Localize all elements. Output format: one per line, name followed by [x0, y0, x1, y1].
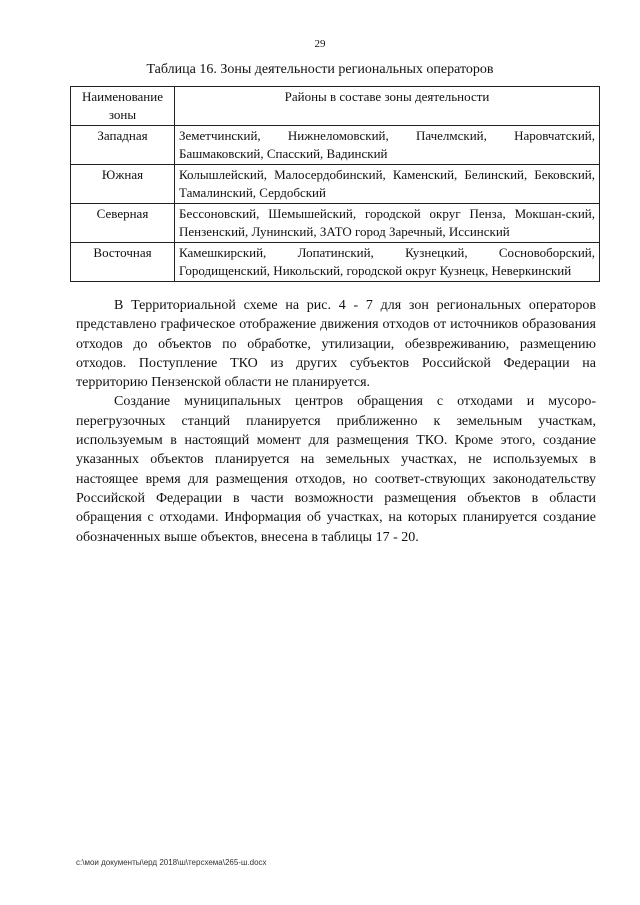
zone-name-cell: Северная — [71, 204, 175, 243]
table-row — [71, 126, 600, 165]
page-number: 29 — [314, 38, 326, 50]
table-row — [71, 204, 600, 243]
paragraph: Создание муниципальных центров обращения с отходами и мусоро-перегрузочных станций планируется приближенно к земельным участкам, используемым в настоящий момент для размещения ТКО. Кроме этого, создание указанных объектов планируется на земельных участках, не используемых в настоящее время для размещения отходов, но соответ-ствующих законодательству Российской Федерации в части возможности размещения объектов в области обращения с отходами. Информация об участках, на которых планируется создание обозначенных выше объектов, внесена в таблицы 17 - 20. — [76, 394, 596, 545]
table-header-row — [71, 87, 600, 126]
header-zone-name: Наименование зоны — [71, 87, 175, 126]
paragraph: В Территориальной схеме на рис. 4 - 7 для зон региональных операторов представлено графическое отображение движения отходов от источников образования отходов до объектов по обработке, утилизации, обезвреживанию, размещению отходов. Поступление ТКО из других субъектов Российской Федерации на территорию Пензенской области не планируется. — [76, 298, 596, 391]
table-row — [71, 243, 600, 282]
zones-table — [70, 86, 600, 282]
zone-name-cell: Восточная — [71, 243, 175, 282]
header-districts: Районы в составе зоны деятельности — [175, 87, 600, 126]
districts-cell: Земетчинский, Нижнеломовский, Пачелмский, Наровчатский, Башмаковский, Спасский, Вадинский — [175, 126, 600, 165]
table-caption: Таблица 16. Зоны деятельности региональных операторов — [146, 62, 494, 77]
footer-file-path: c:\мои документы\ерд 2018\ш\терсхема\265-ш.docx — [76, 858, 267, 867]
table-row — [71, 165, 600, 204]
districts-cell: Бессоновский, Шемышейский, городской округ Пенза, Мокшан-ский, Пензенский, Лунинский, ЗАТО город Заречный, Иссинский — [175, 204, 600, 243]
zone-name-cell: Западная — [71, 126, 175, 165]
districts-cell: Камешкирский, Лопатинский, Кузнецкий, Сосновоборский, Городищенский, Никольский, городской округ Кузнецк, Неверкинский — [175, 243, 600, 282]
districts-cell: Колышлейский, Малосердобинский, Каменский, Белинский, Бековский, Тамалинский, Сердобский — [175, 165, 600, 204]
body-text — [76, 296, 596, 547]
zone-name-cell: Южная — [71, 165, 175, 204]
